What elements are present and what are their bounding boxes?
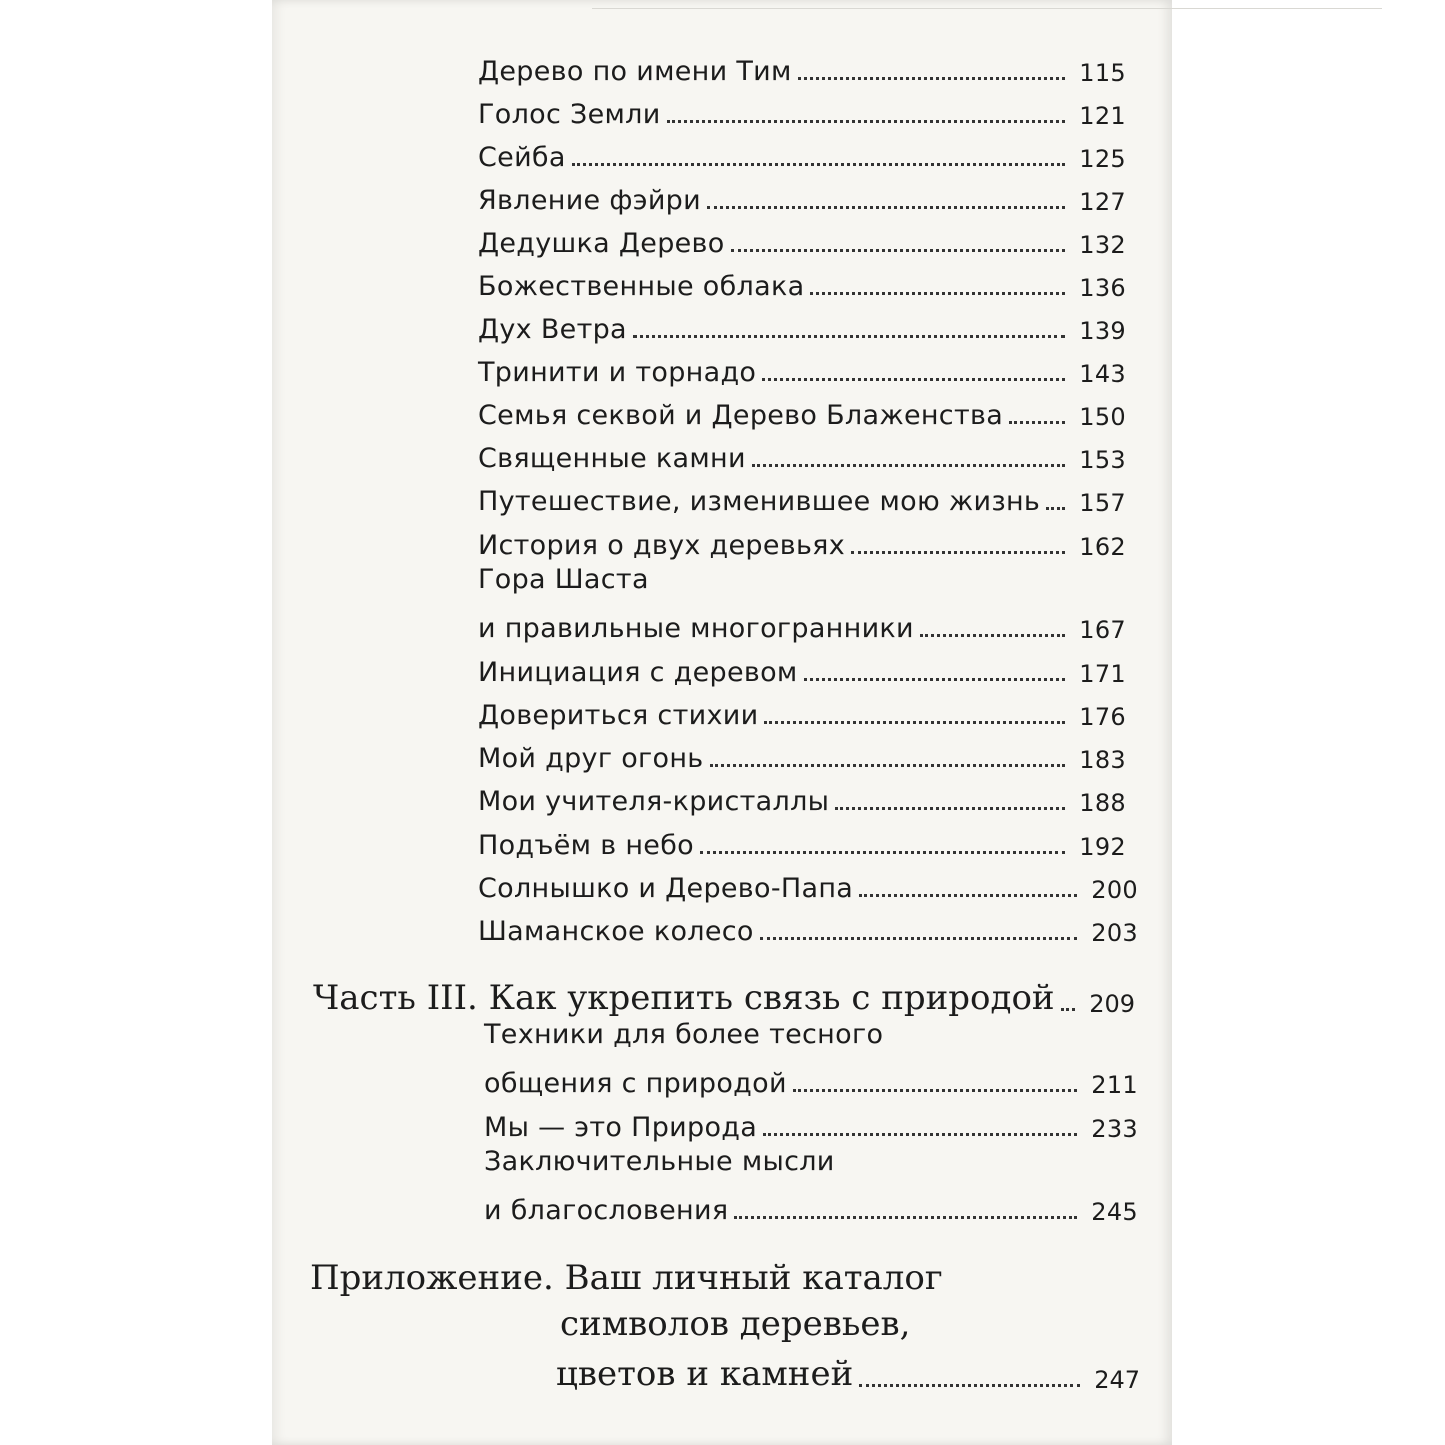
toc-entry-title: Мы — это Природа (484, 1112, 758, 1143)
toc-page-number: 245 (1091, 1198, 1138, 1226)
toc-entry-title: Дерево по имени Тим (478, 56, 792, 87)
dot-leader (572, 163, 1066, 166)
dot-leader (810, 292, 1065, 295)
dot-leader (731, 249, 1066, 252)
toc-entry-title: Тринити и торнадо (478, 357, 757, 388)
toc-entry (478, 691, 1126, 731)
toc-entry-title: Семья секвой и Дерево Блаженства (478, 400, 1004, 431)
toc-entry-title-line2: общения с природой (484, 1068, 787, 1099)
toc-page-number: 209 (1089, 990, 1135, 1018)
toc-entry (478, 521, 1126, 561)
toc-entry-title: Дух Ветра (478, 314, 627, 345)
toc-entry-title-line1: Заключительные мысли (484, 1146, 835, 1177)
toc-entry (478, 477, 1126, 517)
toc-page-number: 162 (1079, 533, 1126, 561)
toc-entry (478, 907, 1138, 947)
dot-leader (762, 378, 1065, 381)
toc-entry-title-line1: Гора Шаста (478, 564, 649, 595)
toc-page-number: 192 (1079, 833, 1126, 861)
toc-page-number: 188 (1079, 789, 1126, 817)
dot-leader (763, 1133, 1077, 1136)
toc-page-number: 183 (1079, 746, 1126, 774)
toc-entry-title: Священные камни (478, 443, 746, 474)
toc-entry (478, 391, 1126, 431)
toc-entry (478, 305, 1126, 345)
toc-page-number: 127 (1079, 188, 1126, 216)
dot-leader (752, 464, 1065, 467)
toc-page-number: 200 (1091, 876, 1138, 904)
toc-page-number: 157 (1079, 489, 1126, 517)
dot-leader (859, 1384, 1080, 1387)
toc-entry-title: Сейба (478, 142, 566, 173)
toc-entry-title-line1: Техники для более тесного (484, 1019, 884, 1050)
dot-leader (920, 634, 1065, 637)
toc-page-number: 233 (1091, 1115, 1138, 1143)
dot-leader (859, 894, 1077, 897)
toc-page-number: 139 (1079, 317, 1126, 345)
toc-entry (478, 821, 1126, 861)
toc-entry (478, 348, 1126, 388)
dot-leader (1061, 1008, 1076, 1011)
toc-page-number: 167 (1079, 616, 1126, 644)
toc-page-number: 150 (1079, 403, 1126, 431)
toc-part-heading (313, 972, 1135, 1018)
toc-entry-title: Явление фэйри (478, 185, 701, 216)
toc-entry (484, 1019, 1138, 1099)
toc-page-number: 121 (1079, 102, 1126, 130)
toc-entry (478, 176, 1126, 216)
toc-entry-title: Мой друг огонь (478, 743, 704, 774)
toc-entry (478, 219, 1126, 259)
toc-entry-title-line2: и правильные многогранники (478, 613, 914, 644)
toc-entry (478, 648, 1126, 688)
dot-leader (734, 1216, 1077, 1219)
dot-leader (667, 120, 1066, 123)
dot-leader (851, 551, 1065, 554)
toc-entry (478, 734, 1126, 774)
appendix-title-line1: Приложение. Ваш личный каталог (310, 1258, 943, 1298)
toc-page-number: 176 (1079, 703, 1126, 731)
toc-entry (484, 1103, 1138, 1143)
toc-entry (478, 434, 1126, 474)
toc-page-number: 143 (1079, 360, 1126, 388)
toc-page-number: 203 (1091, 919, 1138, 947)
dot-leader (1009, 421, 1065, 424)
toc-entry (478, 864, 1138, 904)
toc-entry-title-line2: и благословения (484, 1195, 729, 1226)
dot-leader (710, 764, 1066, 767)
toc-entry (484, 1146, 1138, 1226)
toc-entry-title: Мои учителя-кристаллы (478, 786, 830, 817)
appendix-title-line3: цветов и камней (556, 1354, 854, 1394)
toc-entry (478, 90, 1126, 130)
toc-entry-title: Дедушка Дерево (478, 228, 725, 259)
toc-entry-title: Инициация с деревом (478, 657, 798, 688)
dot-leader (700, 851, 1065, 854)
toc-page-number: 247 (1094, 1366, 1140, 1394)
dot-leader (760, 937, 1078, 940)
toc-page-number: 132 (1079, 231, 1126, 259)
appendix-title-line3-row (556, 1348, 1140, 1394)
toc-entry-title: Шаманское колесо (478, 916, 754, 947)
toc-entry-title: Подъём в небо (478, 830, 694, 861)
toc-part-title: Часть III. Как укрепить связь с природой (313, 978, 1055, 1018)
toc-entry (478, 564, 1126, 644)
toc-entry (478, 133, 1126, 173)
toc-page-number: 115 (1079, 59, 1126, 87)
toc-entry (478, 47, 1126, 87)
dot-leader (835, 807, 1065, 810)
toc-entry (478, 777, 1126, 817)
toc-entry-title: История о двух деревьях (478, 530, 845, 561)
dot-leader (1046, 507, 1065, 510)
dot-leader (793, 1089, 1077, 1092)
appendix-title-line2: символов деревьев, (560, 1304, 911, 1344)
dot-leader (798, 77, 1066, 80)
toc-page-number: 125 (1079, 145, 1126, 173)
toc-entry (478, 262, 1126, 302)
toc-entry-title: Путешествие, изменившее мою жизнь (478, 486, 1041, 517)
dot-leader (633, 335, 1065, 338)
toc-entry-title: Божественные облака (478, 271, 805, 302)
toc-page-number: 171 (1079, 660, 1126, 688)
toc-entry-title: Солнышко и Дерево-Папа (478, 873, 854, 904)
toc-entry-title: Голос Земли (478, 99, 661, 130)
dot-leader (707, 206, 1065, 209)
dot-leader (804, 678, 1066, 681)
toc-page-number: 136 (1079, 274, 1126, 302)
toc-page-number: 153 (1079, 446, 1126, 474)
dot-leader (764, 721, 1065, 724)
toc-page-number: 211 (1091, 1071, 1138, 1099)
toc-entry-title: Довериться стихии (478, 700, 759, 731)
